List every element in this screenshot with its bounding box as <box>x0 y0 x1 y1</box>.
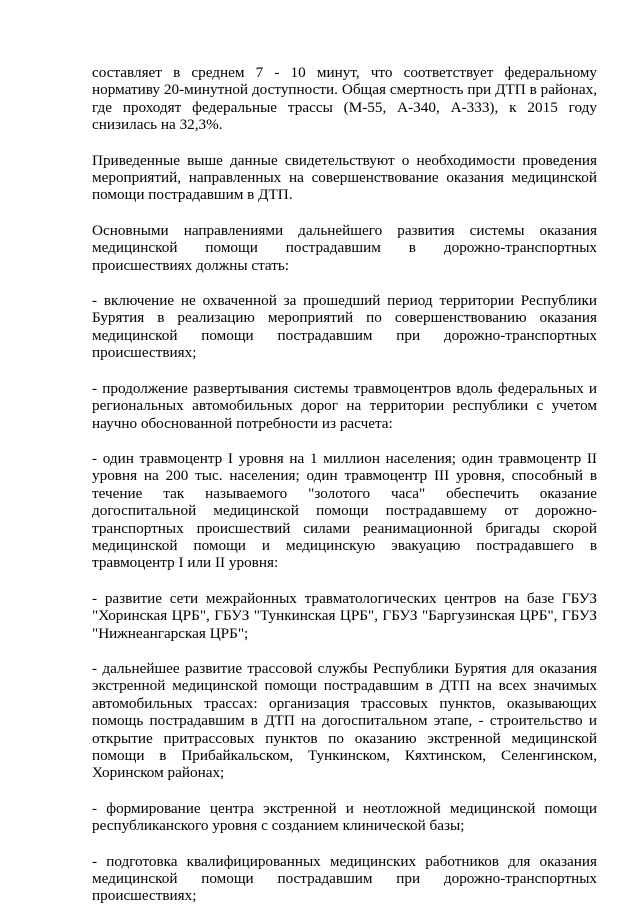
paragraph-need-for-measures: Приведенные выше данные свидетельствуют о необходимости проведения мероприятий, направленных на совершенствование оказания медицинской помощи пострадавшим в ДТП. <box>92 151 597 204</box>
paragraph-main-directions: Основными направлениями дальнейшего развития системы оказания медицинской помощи пострадавшим в дорожно-транспортных происшествиях должны стать: <box>92 221 597 274</box>
list-item-territory-inclusion: - включение не охваченной за прошедший период территории Республики Бурятия в реализацию мероприятий по совершенствованию оказания медицинской помощи пострадавшим при дорожно-транспортных происшествиях; <box>92 292 597 362</box>
list-item-staff-training: - подготовка квалифицированных медицинских работников для оказания медицинской помощи пострадавшим при дорожно-транспортных происшествиях; <box>92 852 597 905</box>
list-item-emergency-center: - формирование центра экстренной и неотложной медицинской помощи республиканского уровня с созданием клинической базы; <box>92 799 597 835</box>
list-item-trauma-center-levels: - один травмоцентр I уровня на 1 миллион населения; один травмоцентр II уровня на 200 тыс. населения; один травмоцентр III уровня, способный в течение так называемого "золотого часа" обеспечить оказание догоспитальной медицинской помощи пострадавшему от дорожно-транспортных происшествий силами реанимационной бригады скорой медицинской помощи и медицинскую эвакуацию пострадавшего в травмоцентр I или II уровня: <box>92 449 597 572</box>
document-page <box>92 64 597 923</box>
paragraph-mortality-stats: составляет в среднем 7 - 10 минут, что соответствует федеральному нормативу 20-минутной доступности. Общая смертность при ДТП в районах, где проходят федеральные трассы (М-55, А-340, А-333), к 2015 году снизилась на 32,3%. <box>92 64 597 134</box>
list-item-trauma-centers-deployment: - продолжение развертывания системы травмоцентров вдоль федеральных и региональных автомобильных дорог на территории республики с учетом научно обоснованной потребности из расчета: <box>92 379 597 432</box>
list-item-interdistrict-centers: - развитие сети межрайонных травматологических центров на базе ГБУЗ "Хоринская ЦРБ", ГБУЗ "Тункинская ЦРБ", ГБУЗ "Баргузинская ЦРБ", ГБУЗ "Нижнеангарская ЦРБ"; <box>92 589 597 642</box>
list-item-highway-service: - дальнейшее развитие трассовой службы Республики Бурятия для оказания экстренной медицинской помощи пострадавшим в ДТП на всех значимых автомобильных трассах: организация трассовых пунктов, оказывающих помощь пострадавшим в ДТП на догоспитальном этапе, - строительство и открытие притрассовых пунктов по оказанию экстренной медицинской помощи в Прибайкальском, Тункинском, Кяхтинском, Селенгинском, Хоринском районах; <box>92 659 597 782</box>
